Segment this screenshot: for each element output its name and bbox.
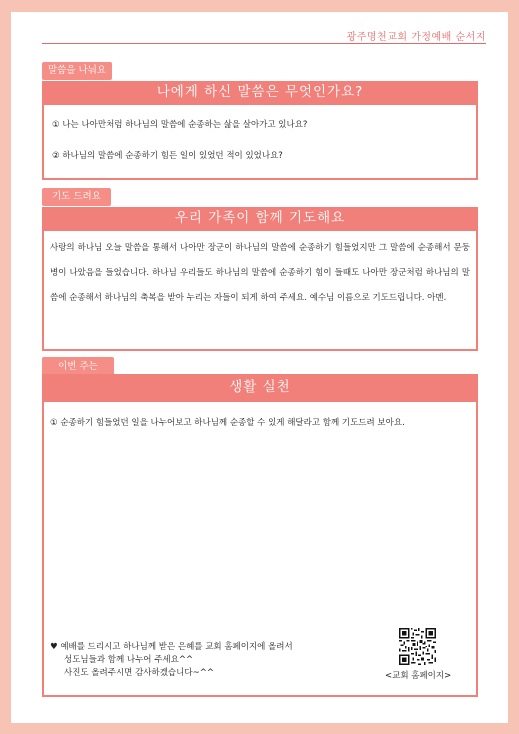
practice-item: ① 순종하기 힘들었던 일을 나누어보고 하나님께 순종할 수 있게 해달라고 함께 기도드려 보아요.	[50, 418, 405, 428]
qr-code-icon[interactable]	[399, 628, 436, 665]
footer-line-3: 사진도 올려주시면 감사하겠습니다~^^	[64, 668, 214, 678]
qr-caption: <교회 홈페이지>	[385, 671, 452, 681]
prayer-text: 사랑의 하나님 오늘 말씀을 통해서 나아만 장군이 하나님의 말씀에 순종하기 힘들었지만 그 말씀에 순종해서 문둥병이 나았음을 들었습니다. 하나님 우리들도 하나님의 말씀에 순종하기 힘이 들때도 나아만 장군처럼 하나님의 말씀에 순종해서 하나님의 축복을 받아 누리는 자들이 되게 하여 주세요. 예수님 이름으로 기도드립니다. 아멘.	[50, 243, 470, 303]
church-header-title: 광주명천교회 가정예배 순서지	[346, 32, 486, 43]
worship-sheet	[11, 12, 508, 723]
section1-bar: 나에게 하신 말씀은 무엇인가요?	[42, 81, 478, 103]
question-2: ② 하나님의 말씀에 순종하기 힘든 일이 있었던 적이 있었나요?	[52, 151, 283, 161]
section2-bar: 우리 가족이 함께 기도해요	[42, 207, 478, 229]
section2-box	[42, 229, 478, 351]
section1-tab: 말씀을 나눠요	[42, 62, 112, 80]
section3-tab: 이번 주는	[42, 357, 114, 377]
question-1: ① 나는 나아만처럼 하나님의 말씀에 순종하는 삶을 살아가고 있나요?	[52, 120, 308, 130]
section1-box	[42, 103, 478, 180]
section3-box	[42, 400, 478, 697]
footer-line-1: ♥ 예배를 드리시고 하나님께 받은 은혜를 교회 홈페이지에 올려서	[50, 642, 293, 652]
footer-note	[50, 641, 293, 680]
section3-bar: 생활 실천	[42, 374, 478, 400]
section2-tab: 기도 드려요	[42, 188, 111, 206]
footer-line-2: 성도님들과 함께 나누어 주세요^^	[64, 655, 194, 665]
header-divider	[42, 43, 486, 44]
